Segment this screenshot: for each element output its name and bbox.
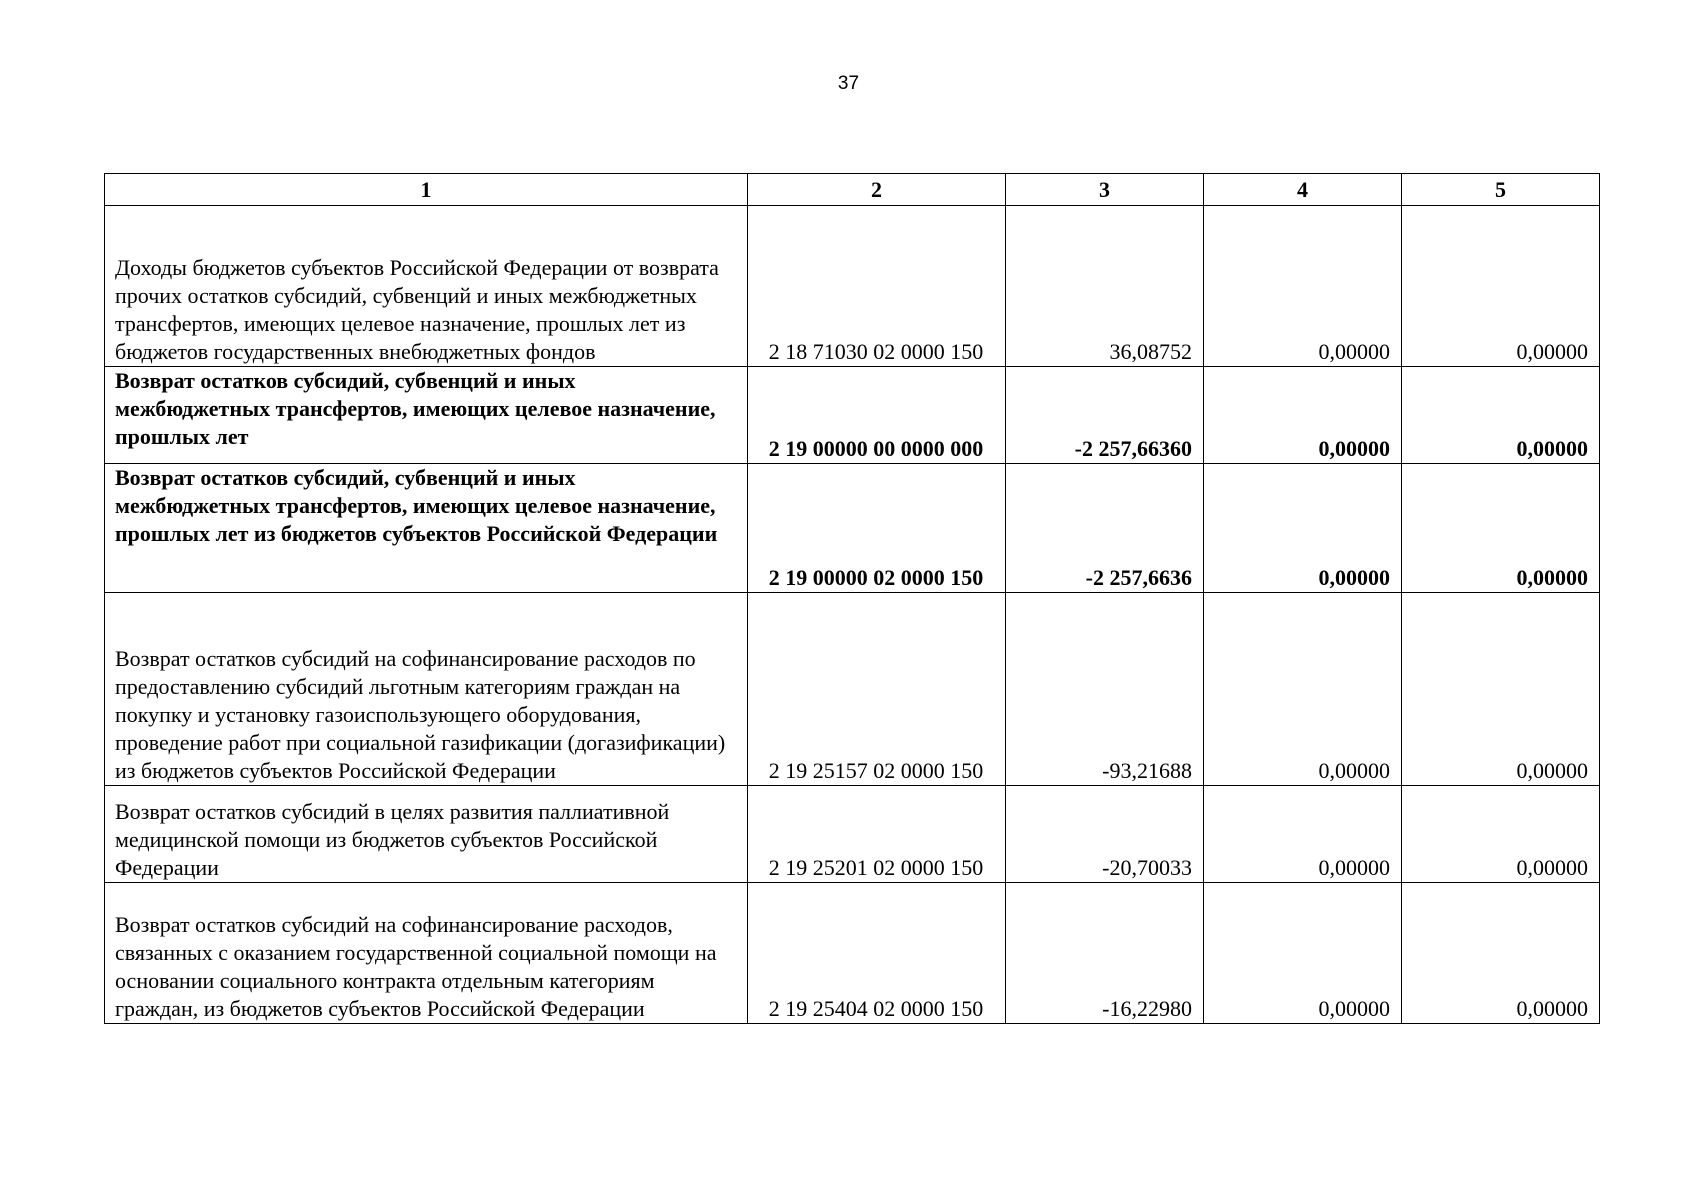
table-row [105, 464, 1600, 593]
column-header: 4 [1204, 174, 1402, 206]
row-name: Возврат остатков субсидий, субвенций и иных межбюджетных трансфертов, имеющих целевое назначение, прошлых лет из бюджетов субъектов Российской Федерации [105, 464, 748, 593]
row-value-col3: -93,21688 [1006, 593, 1204, 786]
column-header: 1 [105, 174, 748, 206]
row-code: 2 19 00000 02 0000 150 [748, 464, 1006, 593]
row-value-col3: -2 257,66360 [1006, 367, 1204, 464]
column-header: 3 [1006, 174, 1204, 206]
row-value-col5: 0,00000 [1402, 464, 1600, 593]
row-value-col3: -20,70033 [1006, 786, 1204, 883]
row-name: Возврат остатков субсидий, субвенций и иных межбюджетных трансфертов, имеющих целевое назначение, прошлых лет [105, 367, 748, 464]
row-value-col4: 0,00000 [1204, 464, 1402, 593]
row-code: 2 19 25157 02 0000 150 [748, 593, 1006, 786]
row-name: Доходы бюджетов субъектов Российской Федерации от возврата прочих остатков субсидий, субвенций и иных межбюджетных трансфертов, имеющих целевое назначение, прошлых лет из бюджетов государственных внебюджетных фондов [105, 206, 748, 367]
row-name: Возврат остатков субсидий в целях развития паллиативной медицинской помощи из бюджетов субъектов Российской Федерации [105, 786, 748, 883]
row-value-col4: 0,00000 [1204, 206, 1402, 367]
row-code: 2 19 25404 02 0000 150 [748, 883, 1006, 1024]
page-number: 37 [837, 73, 860, 94]
row-value-col5: 0,00000 [1402, 593, 1600, 786]
row-value-col3: -16,22980 [1006, 883, 1204, 1024]
table-row [105, 786, 1600, 883]
column-header: 5 [1402, 174, 1600, 206]
row-code: 2 19 00000 00 0000 000 [748, 367, 1006, 464]
table-row [105, 367, 1600, 464]
row-value-col4: 0,00000 [1204, 367, 1402, 464]
row-name: Возврат остатков субсидий на софинансирование расходов по предоставлению субсидий льготным категориям граждан на покупку и установку газоиспользующего оборудования, проведение работ при социальной газификации (догазификации) из бюджетов субъектов Российской Федерации [105, 593, 748, 786]
budget-table [104, 173, 1600, 1024]
row-value-col3: -2 257,6636 [1006, 464, 1204, 593]
row-value-col5: 0,00000 [1402, 786, 1600, 883]
table-row [105, 883, 1600, 1024]
row-value-col3: 36,08752 [1006, 206, 1204, 367]
table-row [105, 593, 1600, 786]
row-value-col4: 0,00000 [1204, 883, 1402, 1024]
row-value-col4: 0,00000 [1204, 786, 1402, 883]
row-value-col5: 0,00000 [1402, 367, 1600, 464]
row-name: Возврат остатков субсидий на софинансирование расходов, связанных с оказанием государственной социальной помощи на основании социального контракта отдельным категориям граждан, из бюджетов субъектов Российской Федерации [105, 883, 748, 1024]
row-value-col5: 0,00000 [1402, 883, 1600, 1024]
row-code: 2 18 71030 02 0000 150 [748, 206, 1006, 367]
table-header-row [105, 174, 1600, 206]
row-code: 2 19 25201 02 0000 150 [748, 786, 1006, 883]
row-value-col5: 0,00000 [1402, 206, 1600, 367]
column-header: 2 [748, 174, 1006, 206]
row-value-col4: 0,00000 [1204, 593, 1402, 786]
table-row [105, 206, 1600, 367]
